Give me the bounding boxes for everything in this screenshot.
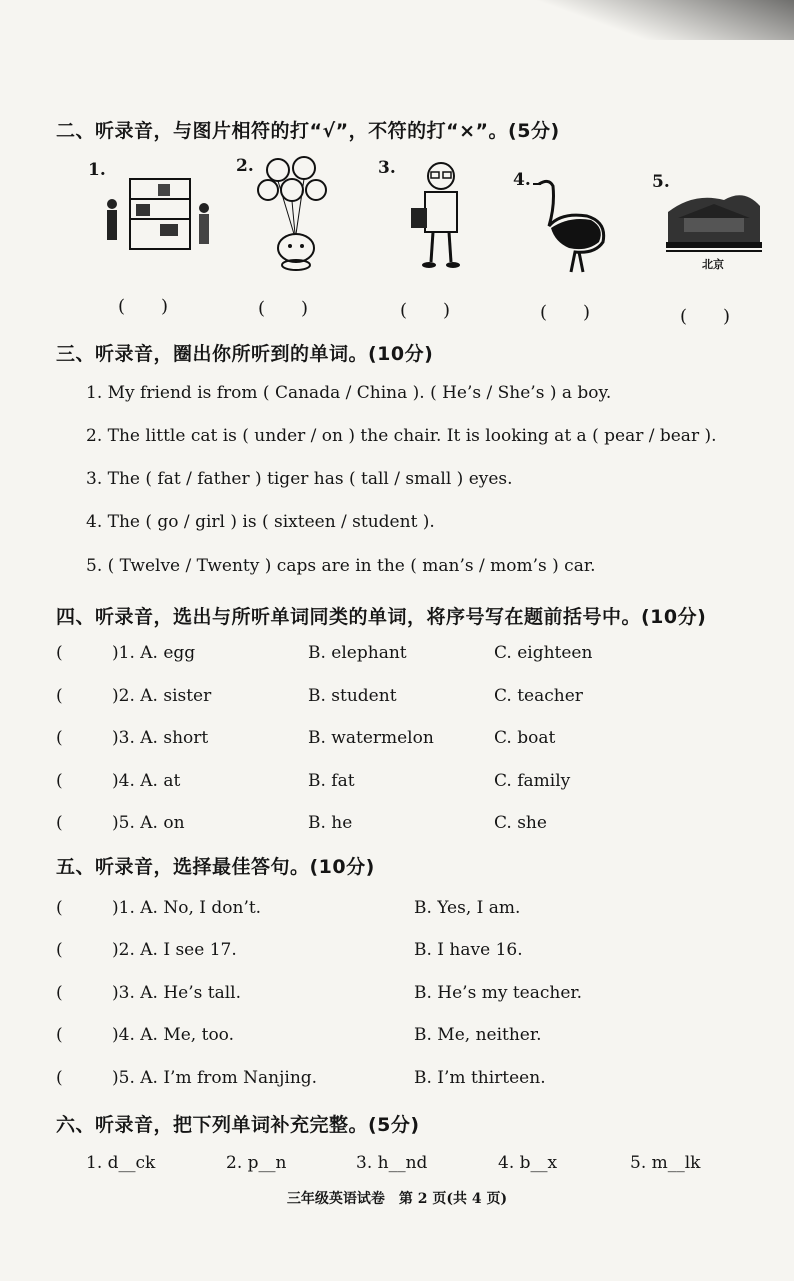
- option-b: B. fat: [308, 771, 355, 791]
- blank-word-4[interactable]: 4. b__x: [498, 1153, 558, 1173]
- option-a: )4. A. at: [112, 771, 181, 791]
- classroom-scene-icon: [100, 174, 215, 254]
- classify-row[interactable]: [56, 728, 756, 754]
- option-a: )3. A. short: [112, 728, 209, 748]
- row-paren[interactable]: (: [56, 1068, 63, 1088]
- section6-heading: 六、听录音，把下列单词补充完整。(5分): [56, 1114, 420, 1136]
- answer-paren-2[interactable]: ( ): [258, 298, 309, 319]
- section5-heading: 五、听录音，选择最佳答句。(10分): [56, 856, 375, 878]
- picture-5: 5. 北京: [652, 172, 764, 272]
- circle-question-4[interactable]: 4. The ( go / girl ) is ( sixteen / student ).: [86, 512, 435, 532]
- beijing-caption: 北京: [702, 258, 724, 271]
- section3-heading: 三、听录音，圈出你所听到的单词。(10分): [56, 343, 434, 365]
- scan-shadow: [534, 0, 794, 40]
- option-b: B. I have 16.: [414, 940, 523, 960]
- classify-row[interactable]: [56, 771, 756, 797]
- option-b: B. Me, neither.: [414, 1025, 542, 1045]
- option-c: C. she: [494, 813, 547, 833]
- ostrich-bird-icon: [531, 176, 611, 276]
- circle-question-3[interactable]: 3. The ( fat / father ) tiger has ( tall / small ) eyes.: [86, 469, 513, 489]
- circle-question-2[interactable]: 2. The little cat is ( under / on ) the chair. It is looking at a ( pear / bear ).: [86, 426, 717, 446]
- answer-row[interactable]: [56, 940, 756, 966]
- answer-paren-3[interactable]: ( ): [400, 300, 451, 321]
- answer-row[interactable]: [56, 898, 756, 924]
- option-a: )1. A. No, I don’t.: [112, 898, 262, 918]
- option-a: )5. A. on: [112, 813, 185, 833]
- option-c: C. boat: [494, 728, 556, 748]
- option-b: B. I’m thirteen.: [414, 1068, 546, 1088]
- picture-2: 2.: [236, 156, 336, 271]
- answer-paren-4[interactable]: ( ): [540, 302, 591, 323]
- answer-row[interactable]: [56, 1025, 756, 1051]
- circle-question-1[interactable]: 1. My friend is from ( Canada / China ). ( He’s / She’s ) a boy.: [86, 383, 612, 403]
- answer-row[interactable]: [56, 1068, 756, 1094]
- option-c: C. family: [494, 771, 571, 791]
- option-b: B. He’s my teacher.: [414, 983, 583, 1003]
- option-b: B. he: [308, 813, 353, 833]
- teacher-figure-icon: [403, 158, 473, 273]
- row-paren[interactable]: (: [56, 643, 63, 663]
- row-paren[interactable]: (: [56, 771, 63, 791]
- row-paren[interactable]: (: [56, 1025, 63, 1045]
- page-footer: 三年级英语试卷 第 2 页(共 4 页): [286, 1191, 508, 1207]
- option-b: B. student: [308, 686, 397, 706]
- option-a: )1. A. egg: [112, 643, 196, 663]
- option-b: B. watermelon: [308, 728, 434, 748]
- answer-row[interactable]: [56, 983, 756, 1009]
- blank-word-3[interactable]: 3. h__nd: [356, 1153, 428, 1173]
- row-paren[interactable]: (: [56, 983, 63, 1003]
- option-c: C. teacher: [494, 686, 583, 706]
- row-paren[interactable]: (: [56, 813, 63, 833]
- option-a: )5. A. I’m from Nanjing.: [112, 1068, 318, 1088]
- option-a: )2. A. sister: [112, 686, 212, 706]
- option-b: B. elephant: [308, 643, 407, 663]
- option-a: )3. A. He’s tall.: [112, 983, 242, 1003]
- classify-row[interactable]: [56, 686, 756, 712]
- row-paren[interactable]: (: [56, 686, 63, 706]
- picture-1: 1.: [88, 160, 218, 260]
- blank-word-2[interactable]: 2. p__n: [226, 1153, 287, 1173]
- classify-row[interactable]: [56, 813, 756, 839]
- blank-word-5[interactable]: 5. m__lk: [630, 1153, 701, 1173]
- section2-heading: 二、听录音，与图片相符的打“√”，不符的打“×”。(5分): [56, 120, 560, 142]
- row-paren[interactable]: (: [56, 898, 63, 918]
- option-a: )2. A. I see 17.: [112, 940, 237, 960]
- option-a: )4. A. Me, too.: [112, 1025, 235, 1045]
- classify-row[interactable]: [56, 643, 756, 669]
- circle-question-5[interactable]: 5. ( Twelve / Twenty ) caps are in the ( man’s / mom’s ) car.: [86, 556, 596, 576]
- answer-paren-1[interactable]: ( ): [118, 296, 169, 317]
- answer-paren-5[interactable]: ( ): [680, 306, 731, 327]
- section4-heading: 四、听录音，选出与所听单词同类的单词，将序号写在题前括号中。(10分): [56, 606, 707, 628]
- picture-3: 3.: [378, 158, 478, 273]
- blank-word-1[interactable]: 1. d__ck: [86, 1153, 156, 1173]
- beijing-landmark-icon: [664, 182, 764, 254]
- picture-4: 4.: [513, 170, 613, 275]
- option-c: C. eighteen: [494, 643, 593, 663]
- option-b: B. Yes, I am.: [414, 898, 521, 918]
- row-paren[interactable]: (: [56, 728, 63, 748]
- row-paren[interactable]: (: [56, 940, 63, 960]
- balloons-with-cat-icon: [256, 156, 336, 271]
